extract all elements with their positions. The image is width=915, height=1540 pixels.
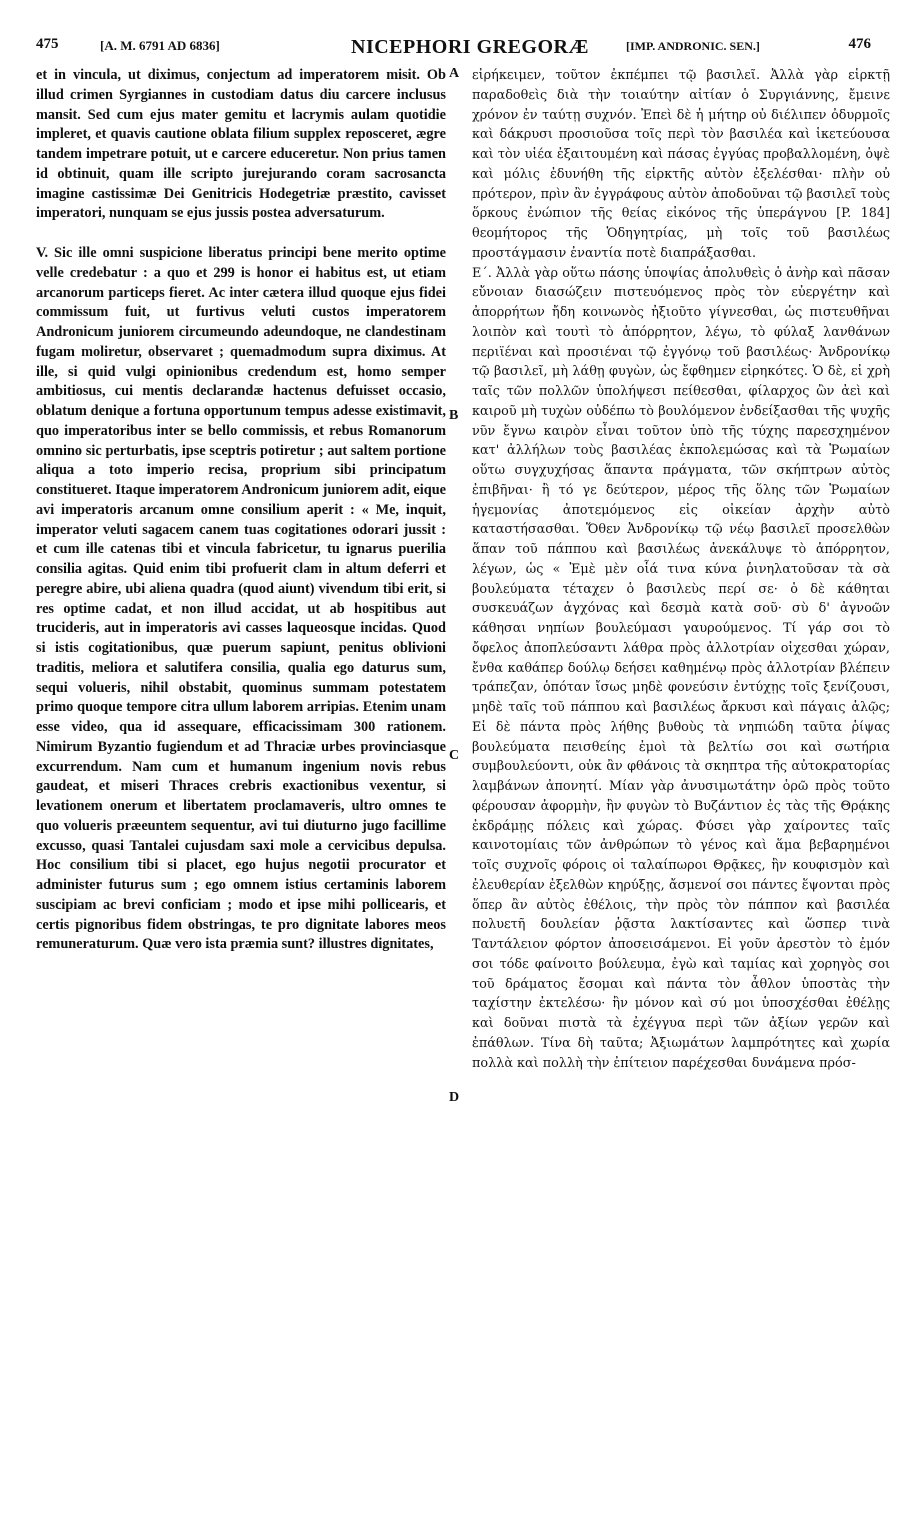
greek-column xyxy=(472,66,890,1073)
page-number-right: 476 xyxy=(848,36,871,52)
emperor-label-right: [IMP. ANDRONIC. SEN.] xyxy=(626,39,760,53)
latin-paragraph-2: V. Sic ille omni suspicione liberatus principi bene merito optime velle credebatur : a quo et 299 is honor ei habitus est, ut etiam arcanorum particeps fieret. Ac inter cætera illud quoque ejus fidei commissum fuit, ut furtivus veluti custos imperatorem Andronicum juniorem circumeundo adeundoque, ne clandestinam fugam moliretur, observaret ; quemadmodum supra diximus. At ille, si quid vulgi opinionibus credendum est, homo semper ambitiosus, cui mentis declarandæ hactenus defuisset occasio, oblatum denique a fortuna opportunum tempus adesse existimavit, quo imperatoribus inter se bello commissis, et rebus Romanorum omnino sic perturbatis, ipse sceptris potiretur ; aut saltem portione aliqua a toto imperio recisa, proprium sibi principatum constitueret. Itaque imperatorem Andronicum juniorem adit, eique avi imperatoris arcanum omne consilium aperit : « Me, inquit, imperator veluti sagacem canem tuas cogitationes odorari jussit : et cum ille catenas tibi et vincula fabricetur, tu ignarus puerilia consilia agitas. Quid enim tibi profuerit clam in altum deferri et peregre abire, ubi aliena quadra (quod aiunt) vivendum tibi erit, si res optime cadat, et non illud accidat, ut ab hospitibus aut trucideris, aut in imperatoris avi casses laqueosque incidas. Quod si istis cogitationibus, quæ puerum sapiunt, penitus oblivioni traditis, meliora et salutifera consilia, qualia ego daturus sum, sequi volueris, nihil obstabit, quominus summam potestatem primo quoque tempore citra ullum laborem arripias. Etenim unam esse video, qua id assequare, efficacissimam 300 rationem. Nimirum Byzantio fugiendum et ad Thraciæ urbes provinciasque excurrendum. Nam cum et humanum ingenium novis rebus gaudeat, et miseri Thraces crebris exactionibus vexentur, si levationem onerum et libertatem proclamaveris, ultro omnes te quo volueris præeuntem sequentur, avi tui diuturno jugo facillime excusso, quasi Tantalei cujusdam saxi mole a cervicibus depulsa. Hoc consilium tibi si placet, ego hujus negotii procurator et administer futurus sum ; ego omnem istius certaminis laborem suscipiam ac brevi conficiam ; modo et ipse mihi pollicearis, et certis pignoribus fidem obstringas, te pro dignitate labores meos remuneraturum. Quæ vero ista præmia sunt? illustres dignitates, xyxy=(36,245,446,953)
margin-marker-b: B xyxy=(449,408,459,423)
greek-paragraph-2: Ε΄. Ἀλλὰ γὰρ οὕτω πάσης ὑποψίας ἀπολυθεὶς ὁ ἀνὴρ καὶ πᾶσαν εὔνοιαν διασώζειν πιστευόμενος πρὸς τὸν εὐεργέτην καὶ ἀπορρήτων ἤδη κοινωνὸς ἠξιοῦτο γίγνεσθαι, ὡς πιστευθῆναι λοιπὸν καὶ τουτὶ τὸ ἀπόρρητον, λέγω, τὸ φύλαξ λανθάνων περιϊέναι καὶ προσιέναι τῷ ἐγγόνῳ τοῦ βασιλέως· Ἀνδρονίκῳ τῷ βασιλεῖ, μὴ λάθῃ φυγὼν, ὡς ἔφθημεν εἰρηκότες. Ὁ δὲ, εἰ χρὴ ταῖς τῶν πολλῶν ὑπολήψεσι πείθεσθαι, φίλαρχος ὢν ἀεὶ καὶ καιροῦ μὴ τυχὼν οὐδέπω τὸ βουλόμενον ἐνδείξασθαι τῆς ψυχῆς νῦν ἔγνω καιρὸν εἶναι τοῦτον ὑπὸ τῆς τύχης παρεσχημένον κατ' ἀλλήλων τοὺς βασιλέας ἐκπολεμώσας καὶ τὰ Ῥωμαίων οὕτω συγχυχήσας ἅπαντα πράγματα, τῶν σκήπτρων αὐτὸς ἐπιβῆναι· ἢ τό γε δεύτερον, μέρος τῆς ὅλης τῶν Ῥωμαίων ἡγεμονίας ἀποτεμόμενος εἰς οἰκείαν ἀρχὴν αὐτὸ καταστήσασθαι. Ὅθεν Ἀνδρονίκῳ τῷ νέῳ βασιλεῖ προσελθὼν ἅπαν τοῦ πάππου καὶ βασιλέως ἀνεκάλυψε τὸ ἀπόρρητον, λέγων, ὡς « Ἐμὲ μὲν οἷά τινα κύνα ῥινηλατοῦσαν τὰ σὰ βουλεύματα τέταχεν ὁ βασιλεὺς περί σε· ὁ δὲ κάθηται συσκευάζων ἀγχόνας καὶ δεσμὰ κατὰ σοῦ· σὺ δ' ἀγνοῶν κάθησαι νηπίων βουλεύμασι γαυρούμενος. Τί γάρ σοι τὸ ὄφελος ἀποπλεύσαντι λάθρα πρὸς ἀλλοτρίαν οἰχεσθαι χώραν, ἔνθα καθάπερ δούλῳ δεήσει καθημένῳ πρὸς ἀλλοτρίαν βλέπειν τράπεζαν, ὁπόταν ἴσως μηδὲ φονεύσιν ἐντύχῃς τοῖς ξενίζουσι, μηδὲ ταῖς τοῦ πάππου καὶ βασιλέως ἄρκυσι καὶ πάγαις ἁλῷς; Εἰ δὲ πάντα πρὸς λήθης βυθοὺς τὰ νηπιώδη ταῦτα ῥίψας βουλεύματα πεισθείης ἐμοὶ τὰ βελτίω σοι καὶ σωτήρια συμβουλεύοντι, οὐκ ἂν φθάνοις τὰ σκηπτρα τῆς αὐτοκρατορίας λαμβάνων ἀπονητί. Μίαν γὰρ ἀνυσιμωτάτην ὁρῶ πρὸς τοῦτο φέρουσαν ἀφορμὴν, ἣν φυγὼν τὸ Βυζάντιον ἐς τὰς τῆς Θρᾴκης ἐκδράμῃς πόλεις καὶ χώρας. Φύσει γὰρ χαίροντες ταῖς καινοτομίαις τῶν ἀνθρώπων τὸ γένος καὶ ἅμα βεβαρημένοι τοῖς συχνοῖς φόροις οἱ ταλαίπωροι Θρᾷκες, ἣν κουφισμὸν καὶ ἐλευθερίαν ἐξελθὼν κηρύξῃς, ἄσμενοί σοι πάντες ἕψονται πρὸς ὅπερ ἂν αὐτὸς ἐθέλοις, τὴν πρὸς τὸν πάππον καὶ βασιλέα πολυετῆ δουλείαν ῥᾷστα λακτίσαντες καὶ ὥσπερ τινὰ Ταντάλειον φόρτον ἀποσεισάμενοι. Εἰ γοῦν ἀρεστὸν τὸ ἐμόν σοι τόδε φαίνοιτο βούλευμα, ἐγὼ καὶ ταμίας καὶ χορηγὸς σοι τοῦ δράματος ἔσομαι καὶ πάντα τὸν ἆθλον ὑποστὰς τὴν ταχίστην ἐκτελέσω· ἢν μόνον καὶ σύ μοι ὑποσχέσθαι ἐθέλῃς καὶ δοῦναι πιστὰ τὰ ἐχέγγυα περὶ τῶν ἀξίων γερῶν καὶ ἐπάθλων. Τίνα δὴ ταῦτα; Ἀξιωμάτων λαμπρότητες καὶ χωρία πολλὰ καὶ πολλὴ τὴν ἐπίτειον παρέχεσθαι δυνάμενα πρόσ- xyxy=(472,265,890,1071)
date-label-left: [A. M. 6791 AD 6836] xyxy=(100,38,220,53)
margin-marker-a: A xyxy=(449,66,460,81)
greek-paragraph-1: εἰρήκειμεν, τοῦτον ἐκπέμπει τῷ βασιλεῖ. Ἀλλὰ γὰρ εἱρκτῇ παραδοθεὶς διὰ τὴν τοιαύτην αἰτίαν ὁ Συργιάννης, ἔμεινε χρόνον ἐν ταύτῃ συχνόν. Ἐπεὶ δὲ ἡ μήτηρ οὐ διέλιπεν ὀδυρμοῖς καὶ δάκρυσι προσιοῦσα τοῖς περὶ τὸν βασιλέα καὶ ἱκετεύουσα καὶ τὸν υἱέα ἐξαιτουμένη καὶ πάσας ἐγγύας προβαλλομένη, ὀψὲ καὶ μόλις ἐδυνήθη τῆς εἱρκτῆς αὐτὸν ἐξελέσθαι· πλὴν οὐ πρότερον, πρὶν ἂν ἐγγράφους αὐτὸν ἀποδοῦναι τῷ βασιλεῖ τοὺς ὅρκους ἐνώπιον τῆς θείας εἰκόνος τῆς ὑπεράγνου [P. 184] θεομήτορος τῆς Ὁδηγητρίας, μὴ τοῖς τοῦ βασιλέως προστάγμασιν ἐναντία ποτὲ διαπράξασθαι. xyxy=(472,68,890,261)
page-number-left: 475 xyxy=(36,36,59,52)
page-header xyxy=(0,36,915,58)
margin-marker-d: D xyxy=(449,1090,460,1105)
latin-column xyxy=(36,66,446,955)
margin-marker-c: C xyxy=(449,748,460,763)
latin-paragraph-1: et in vincula, ut diximus, conjectum ad imperatorem misit. Ob illud crimen Syrgiannes in custodiam datus diu carcere inclusus mansit. Sed cum ejus mater gemitu et lacrymis aulam quotidie impleret, et quavis cautione oblata filium supplex reposceret, ægre tandem impetrare potuit, ut e carcere educeretur. Non prius tamen id obtinuit, quam ille scripto jurejurando coram sacrosancta imagine castissimæ Dei Genitricis Hodegetriæ præstito, cavisset imperatori, nunquam se ejus jussis postea adversaturum. xyxy=(36,67,446,222)
running-title: NICEPHORI GREGORÆ xyxy=(351,36,589,58)
